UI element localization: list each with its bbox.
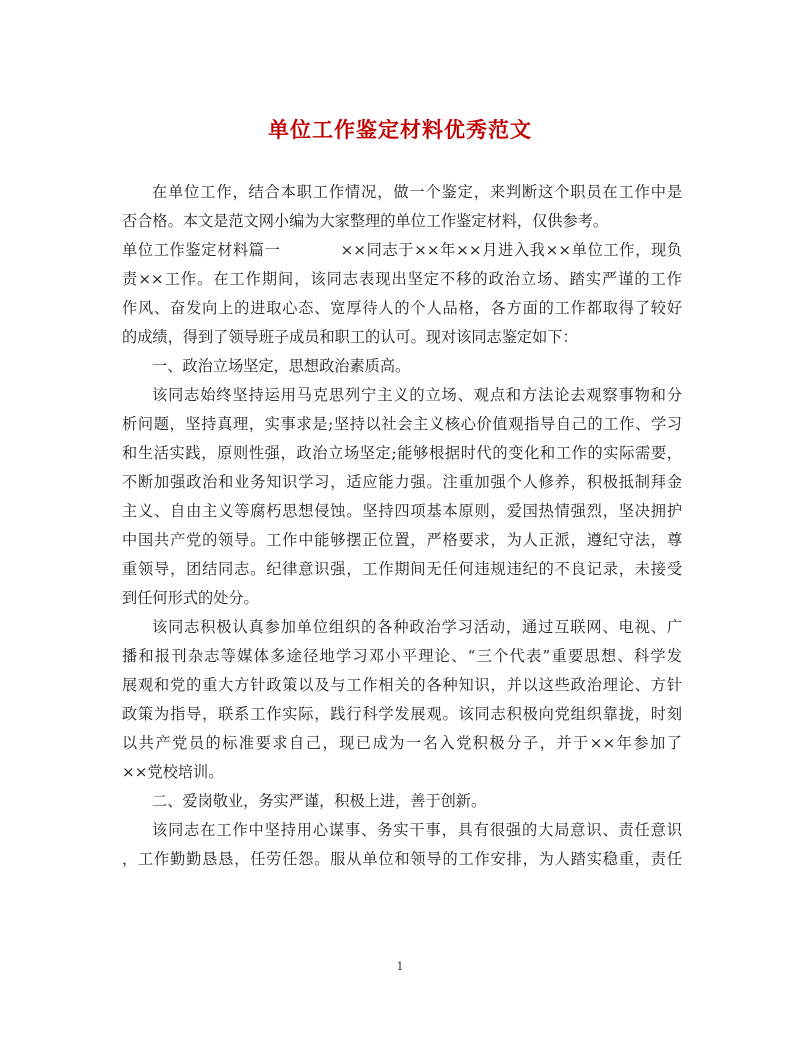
para2-line: 政策为指导，联系工作实际，践行科学发展观。该同志积极向党组织靠拢，时刻	[122, 705, 682, 723]
para2-line: 该同志积极认真参加单位组织的各种政治学习活动，通过互联网、电视、广	[152, 618, 682, 636]
para1-line: 和生活实践，原则性强，政治立场坚定;能够根据时代的变化和工作的实际需要，	[122, 444, 682, 462]
page-number: 1	[396, 960, 404, 973]
para1-line: 主义、自由主义等腐朽思想侵蚀。坚持四项基本原则，爱国热情强烈，坚决拥护	[122, 502, 682, 520]
heading-dedication: 二、爱岗敬业，务实严谨，积极上进，善于创新。	[152, 792, 487, 810]
para3-line: ，工作勤勤恳恳，任劳任怨。服从单位和领导的工作安排，为人踏实稳重，责任	[122, 850, 682, 868]
section-line: 的成绩，得到了领导班子成员和职工的认可。现对该同志鉴定如下：	[122, 328, 578, 346]
para2-line: ××党校培训。	[122, 763, 224, 781]
para2-line: 以共产党员的标准要求自己，现已成为一名入党积极分子，并于××年参加了	[122, 734, 682, 752]
para1-line: 到任何形式的处分。	[122, 589, 259, 607]
document-title: 单位工作鉴定材料优秀范文	[268, 117, 532, 142]
section-first-text: ××同志于××年××月进入我××单位工作，现负	[340, 241, 682, 259]
section-line: 责××工作。在工作期间，该同志表现出坚定不移的政治立场、踏实严谨的工作	[122, 270, 682, 288]
para1-line: 不断加强政治和业务知识学习，适应能力强。注重加强个人修养，积极抵制拜金	[122, 473, 682, 491]
intro-line: 否合格。本文是范文网小编为大家整理的单位工作鉴定材料，仅供参考。	[122, 212, 608, 230]
para2-line: 播和报刊杂志等媒体多途径地学习邓小平理论、“三个代表”重要思想、科学发	[122, 647, 682, 665]
para1-line: 重领导，团结同志。纪律意识强，工作期间无任何违规违纪的不良记录，未接受	[122, 560, 682, 578]
para1-line: 析问题，坚持真理，实事求是;坚持以社会主义核心价值观指导自己的工作、学习	[122, 415, 682, 433]
section-line: 作风、奋发向上的进取心态、宽厚待人的个人品格，各方面的工作都取得了较好	[122, 299, 682, 317]
para2-line: 展观和党的重大方针政策以及与工作相关的各种知识，并以这些政治理论、方针	[122, 676, 682, 694]
section-first-line	[122, 236, 682, 265]
para1-line: 该同志始终坚持运用马克思列宁主义的立场、观点和方法论去观察事物和分	[152, 386, 682, 404]
intro-line: 在单位工作，结合本职工作情况，做一个鉴定，来判断这个职员在工作中是	[152, 183, 682, 201]
para3-line: 该同志在工作中坚持用心谋事、务实干事，具有很强的大局意识、责任意识	[152, 821, 682, 839]
document-body	[122, 178, 682, 874]
para1-line: 中国共产党的领导。工作中能够摆正位置，严格要求，为人正派，遵纪守法，尊	[122, 531, 682, 549]
section-label: 单位工作鉴定材料篇一	[122, 241, 281, 259]
heading-political: 一、政治立场坚定，思想政治素质高。	[152, 357, 411, 375]
